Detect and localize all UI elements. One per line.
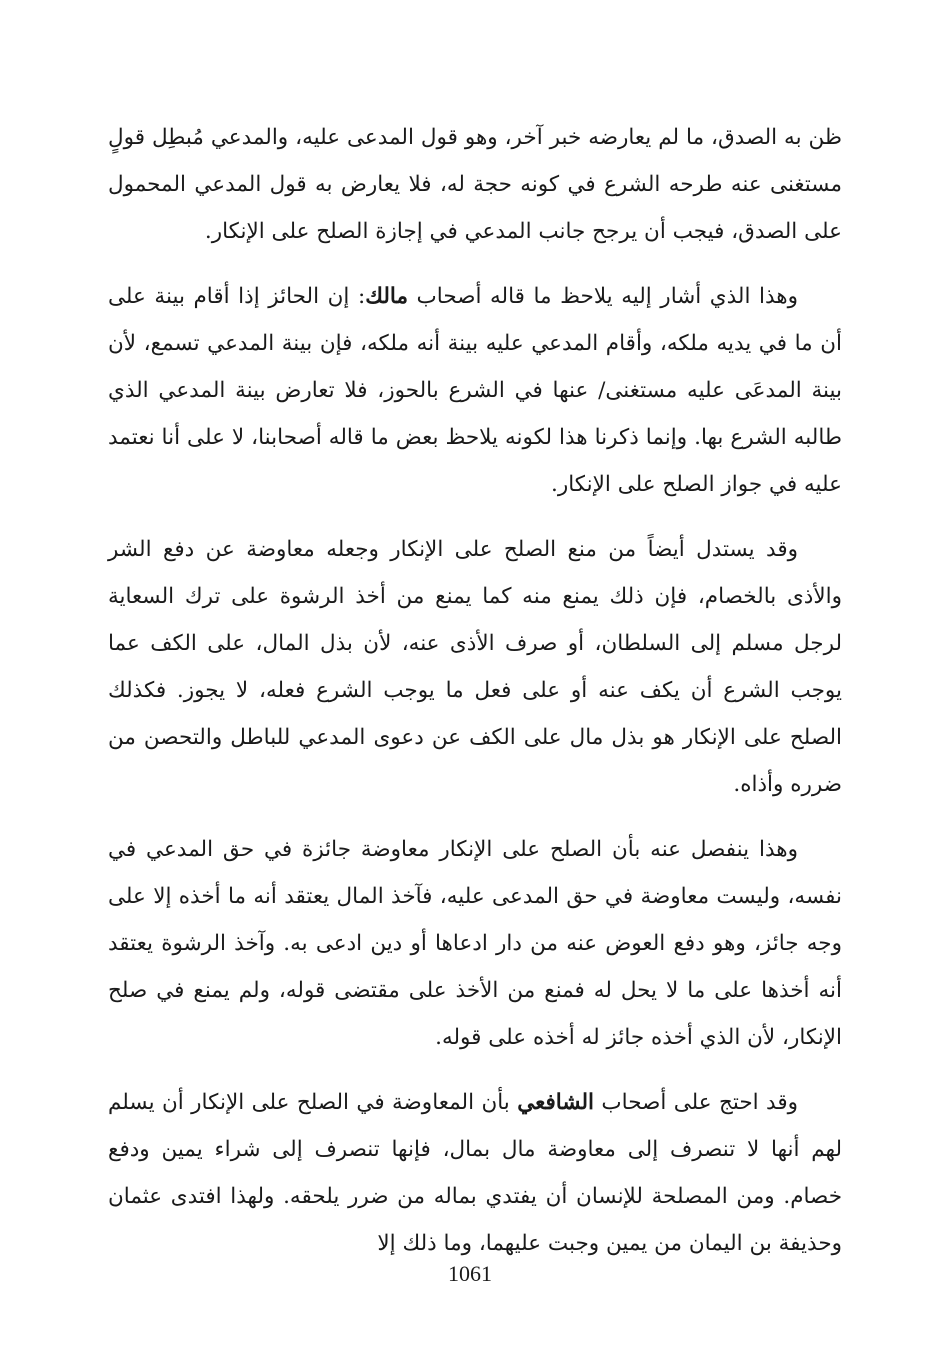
paragraph-2-start: وهذا الذي أشار إليه يلاحظ ما قاله أصحاب [407, 284, 798, 309]
paragraph-2-rest: : إن الحائز إذا أقام بينة على أن ما في يديه ملكه، وأقام المدعي عليه بينة أنه ملكه، فإن بينة المدعي تسمع، لأن بينة المدعَى عليه مستغنى/ عنها في الشرع بالحوز، فلا تعارض بينة المدعي الذي طالبه الشرع بها. وإنما ذكرنا هذا لكونه يلاحظ بعض ما قاله أصحابنا، لا على أنا نعتمد عليه في جواز الصلح على الإنكار. [108, 284, 842, 497]
paragraph-4: وهذا ينفصل عنه بأن الصلح على الإنكار معاوضة جائزة في حق المدعي في نفسه، وليست معاوضة في حق المدعى عليه، فآخذ المال يعتقد أنه ما أخذه إلا على وجه جائز، وهو دفع العوض عنه من دار ادعاها أو دين ادعى به. وآخذ الرشوة يعتقد أنه أخذها على ما لا يحل له فمنع من الأخذ على مقتضى قوله، ولم يمنع في صلح الإنكار، لأن الذي أخذه جائز له أخذه على قوله. [108, 837, 842, 1050]
paragraph-5-start: وقد احتج على أصحاب [594, 1090, 798, 1115]
body-text [108, 114, 842, 1285]
paragraph-1: ظن به الصدق، ما لم يعارضه خبر آخر، وهو قول المدعى عليه، والمدعي مُبطِل قولٍ مستغنى عنه طرحه الشرع في كونه حجة له، فلا يعارض به قول المدعي المحمول على الصدق، فيجب أن يرجح جانب المدعي في إجازة الصلح على الإنكار. [108, 125, 842, 244]
paragraph-2 [108, 273, 842, 508]
scholar-name-shafii: الشافعي [517, 1090, 595, 1115]
scholar-name-malik: مالك [365, 284, 408, 309]
paragraph-5 [108, 1079, 842, 1267]
page-number: 1061 [448, 1261, 492, 1286]
paragraph-3: وقد يستدل أيضاً من منع الصلح على الإنكار وجعله معاوضة عن دفع الشر والأذى بالخصام، فإن ذلك يمنع منه كما يمنع من أخذ الرشوة على ترك السعاية لرجل مسلم إلى السلطان، أو صرف الأذى عنه، لأن بذل المال، على الكف عما يوجب الشرع أن يكف عنه أو على فعل ما يوجب الشرع فعله، لا يجوز. فكذلك الصلح على الإنكار هو بذل مال على الكف عن دعوى المدعي للباطل والتحصن من ضرره وأذاه. [108, 537, 843, 797]
paragraph-5-rest: بأن المعاوضة في الصلح على الإنكار أن يسلم لهم أنها لا تنصرف إلى معاوضة مال بمال، فإنها تنصرف إلى شراء يمين ودفع خصام. ومن المصلحة للإنسان أن يفتدي بماله من ضرر يلحقه. ولهذا افتدى عثمان وحذيفة بن اليمان من يمين وجبت عليهما، وما ذلك إلا [108, 1090, 842, 1256]
